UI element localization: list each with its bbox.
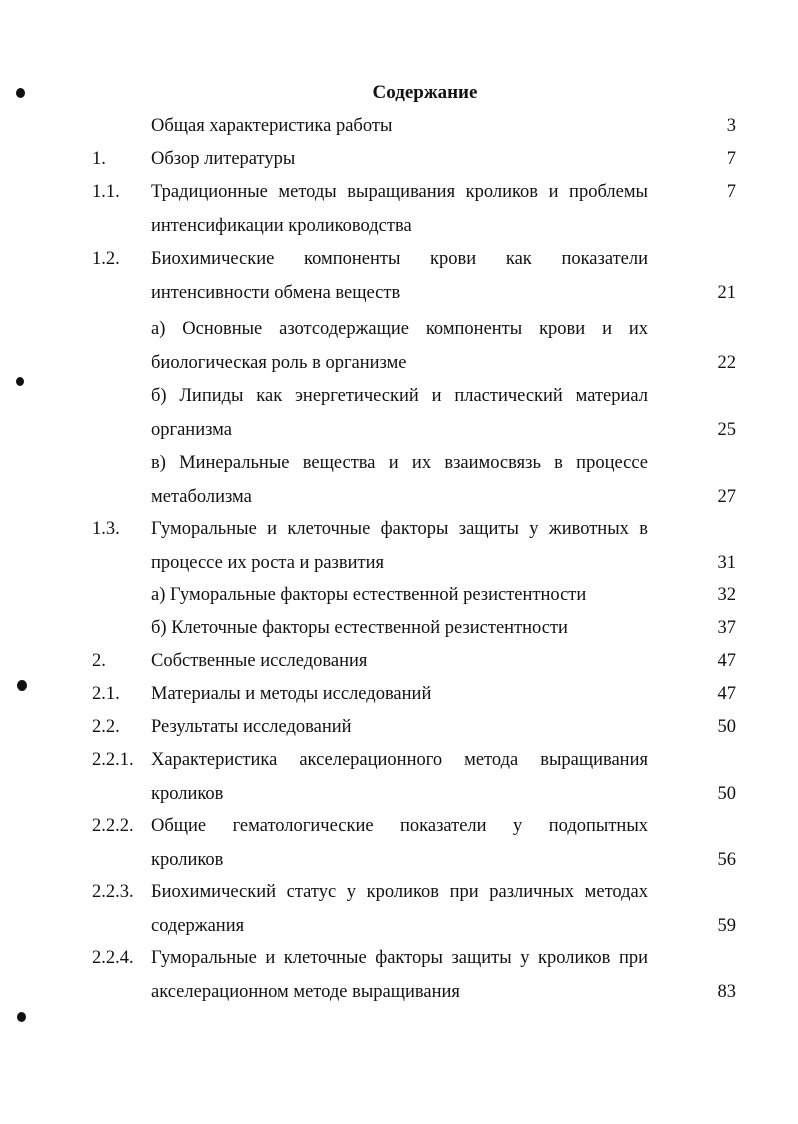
toc-entry-line: Материалы и методы исследований xyxy=(151,684,432,704)
scan-mark xyxy=(17,680,27,691)
toc-entry-title xyxy=(151,876,648,943)
toc-entry-line: организма xyxy=(151,419,232,440)
toc-entry-line: биологическая роль в организме xyxy=(151,352,407,373)
toc-entry-line: кроликов xyxy=(151,783,224,804)
toc-entry-page: 22 xyxy=(717,352,736,373)
toc-entry-line: Собственные исследования xyxy=(151,651,368,671)
toc-entry-line: Обзор литературы xyxy=(151,149,296,169)
toc-entry-line: Биохимический статус у кроликов при различных методах xyxy=(151,882,648,902)
toc-entry-line: б) Липиды как энергетический и пластический материал xyxy=(151,386,648,406)
page-title: Содержание xyxy=(372,82,478,103)
toc-entry-title xyxy=(151,513,648,580)
toc-entry-title xyxy=(151,579,648,613)
toc-entry-line: кроликов xyxy=(151,849,224,870)
toc-entry-page: 59 xyxy=(717,915,736,936)
toc-entry-title xyxy=(151,744,648,811)
toc-entry-line: Биохимические компоненты крови как показатели xyxy=(151,249,648,269)
toc-entry-line: Общие гематологические показатели у подопытных xyxy=(151,816,648,836)
toc-entry-page: 27 xyxy=(717,486,736,507)
toc-entry-title xyxy=(151,380,648,447)
toc-entry-line: метаболизма xyxy=(151,486,252,507)
toc-entry-number: 1.2. xyxy=(92,249,120,269)
toc-entry-title xyxy=(151,143,648,177)
toc-entry-number: 2.2. xyxy=(92,717,120,737)
toc-entry-page: 3 xyxy=(726,116,736,136)
toc-entry-line: Характеристика акселерационного метода выращивания xyxy=(151,750,648,770)
toc-entry-line: интенсивности обмена веществ xyxy=(151,282,401,303)
toc-entry-title xyxy=(151,678,648,712)
toc-entry-title xyxy=(151,447,648,514)
toc-entry-page: 37 xyxy=(717,618,736,638)
toc-entry-title xyxy=(151,810,648,877)
toc-entry-line: Гуморальные и клеточные факторы защиты у кроликов при xyxy=(151,948,648,968)
toc-entry-line: а) Основные азотсодержащие компоненты крови и их xyxy=(151,319,648,339)
toc-entry-page: 47 xyxy=(717,651,736,671)
toc-entry-page: 56 xyxy=(717,849,736,870)
toc-entry-line: процессе их роста и развития xyxy=(151,552,384,573)
toc-entry-page: 21 xyxy=(717,282,736,303)
toc-entry-line: акселерационном методе выращивания xyxy=(151,981,460,1002)
toc-entry-number: 1.3. xyxy=(92,519,120,539)
toc-entry-title xyxy=(151,612,648,646)
toc-entry-title xyxy=(151,942,648,1009)
toc-entry-page: 25 xyxy=(717,419,736,440)
toc-entry-line: Традиционные методы выращивания кроликов и проблемы xyxy=(151,182,648,202)
toc-entry-line: интенсификации кролиководства xyxy=(151,215,412,236)
toc-entry-line: в) Минеральные вещества и их взаимосвязь в процессе xyxy=(151,453,648,473)
toc-entry-number: 2.2.1. xyxy=(92,750,134,770)
toc-entry-number: 2.2.2. xyxy=(92,816,134,836)
toc-entry-page: 32 xyxy=(717,585,736,605)
toc-entry-page: 31 xyxy=(717,552,736,573)
toc-entry-title xyxy=(151,243,648,310)
toc-entry-page: 50 xyxy=(717,717,736,737)
toc-entry-page: 83 xyxy=(717,981,736,1002)
toc-entry-line: а) Гуморальные факторы естественной резистентности xyxy=(151,585,587,605)
toc-entry-number: 2.2.3. xyxy=(92,882,134,902)
toc-entry-title xyxy=(151,313,648,380)
toc-entry-page: 7 xyxy=(726,182,736,202)
toc-entry-number: 1.1. xyxy=(92,182,120,202)
toc-entry-line: б) Клеточные факторы естественной резистентности xyxy=(151,618,568,638)
toc-entry-line: Результаты исследований xyxy=(151,717,352,737)
toc-entry-line: Общая характеристика работы xyxy=(151,116,393,136)
toc-entry-line: Гуморальные и клеточные факторы защиты у животных в xyxy=(151,519,648,539)
toc-entry-number: 2.1. xyxy=(92,684,120,704)
toc-entry-title xyxy=(151,711,648,745)
toc-entry-title xyxy=(151,645,648,679)
toc-entry-number: 1. xyxy=(92,149,106,169)
toc-entry-title xyxy=(151,110,648,144)
toc-entry-number: 2. xyxy=(92,651,106,671)
scan-mark xyxy=(17,1012,26,1022)
toc-entry-title xyxy=(151,176,648,243)
toc-entry-page: 47 xyxy=(717,684,736,704)
toc-entry-line: содержания xyxy=(151,915,245,936)
scan-mark xyxy=(16,377,24,386)
toc-entry-page: 50 xyxy=(717,783,736,804)
toc-entry-page: 7 xyxy=(726,149,736,169)
toc-entry-number: 2.2.4. xyxy=(92,948,134,968)
